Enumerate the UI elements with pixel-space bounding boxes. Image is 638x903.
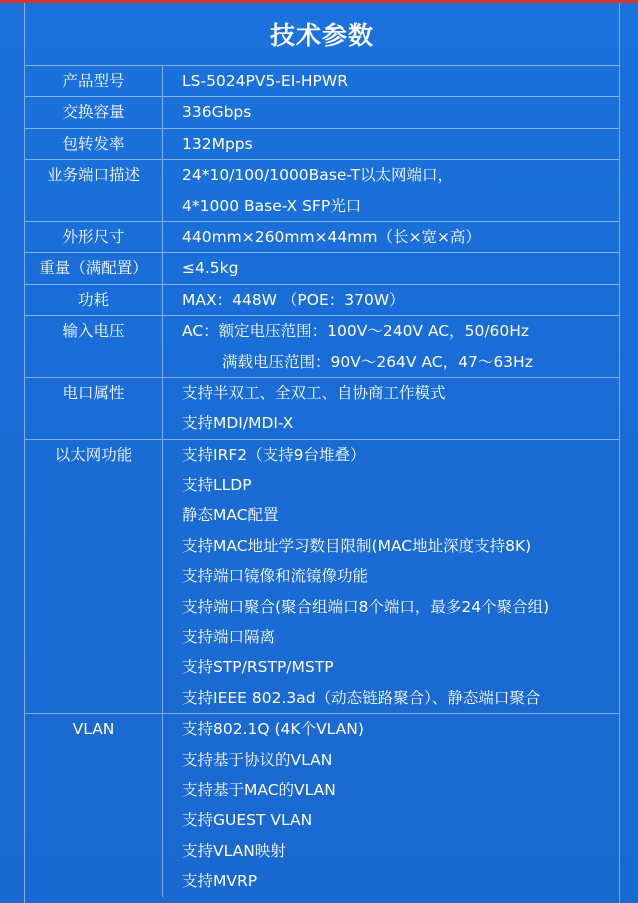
row-value-line: 支持半双工、全双工、自协商工作模式 xyxy=(182,383,446,402)
spec-row-weight xyxy=(25,253,619,284)
row-values xyxy=(163,285,619,315)
row-value-line: 支持LLDP xyxy=(182,476,252,495)
page-title: 技术参数 xyxy=(25,3,619,66)
row-label: 电口属性 xyxy=(25,378,163,439)
row-values xyxy=(163,253,619,283)
row-value-line: ≤4.5kg xyxy=(182,259,239,278)
row-value-line: 支持端口隔离 xyxy=(182,628,276,647)
spec-table xyxy=(24,3,620,903)
row-label: 以太网功能 xyxy=(25,440,163,714)
row-value-line: 支持MDI/MDI-X xyxy=(182,414,294,433)
row-value-line: 支持STP/RSTP/MSTP xyxy=(182,658,334,677)
row-values xyxy=(163,97,619,127)
row-value-line: 440mm×260mm×44mm（长×宽×高） xyxy=(182,227,481,246)
row-value-line: AC：额定电压范围：100V～240V AC，50/60Hz xyxy=(182,322,530,341)
row-value-line: 支持IEEE 802.3ad（动态链路聚合）、静态端口聚合 xyxy=(182,688,541,707)
row-values xyxy=(163,160,619,221)
row-value-line: 132Mpps xyxy=(182,134,253,153)
row-value-line: 满载电压范围：90V～264V AC，47～63Hz xyxy=(222,352,533,371)
row-label: 产品型号 xyxy=(25,66,163,96)
row-value-line: 支持802.1Q (4K个VLAN) xyxy=(182,720,364,739)
row-value-line: 支持MVRP xyxy=(182,872,258,891)
row-value-line: 支持基于MAC的VLAN xyxy=(182,780,336,799)
row-value-line: 4*1000 Base-X SFP光口 xyxy=(182,196,362,215)
row-value-line: 支持MAC地址学习数目限制(MAC地址深度支持8K) xyxy=(182,536,532,555)
row-label: 业务端口描述 xyxy=(25,160,163,221)
row-value-line: 静态MAC配置 xyxy=(182,506,279,525)
row-value-line: 支持端口聚合(聚合组端口8个端口，最多24个聚合组) xyxy=(182,597,550,616)
row-values xyxy=(163,129,619,159)
row-value-line: MAX：448W （POE：370W） xyxy=(182,290,405,309)
spec-row-dimensions xyxy=(25,222,619,253)
spec-row-switching-capacity xyxy=(25,97,619,128)
row-value-line: 支持IRF2（支持9台堆叠） xyxy=(182,445,366,464)
row-label: 交换容量 xyxy=(25,97,163,127)
spec-row-port-attributes xyxy=(25,378,619,440)
row-value-line: 支持端口镜像和流镜像功能 xyxy=(182,567,369,586)
row-label: 包转发率 xyxy=(25,129,163,159)
spec-row-forwarding-rate xyxy=(25,129,619,160)
row-values xyxy=(163,66,619,96)
row-values xyxy=(163,378,619,439)
spec-row-model xyxy=(25,66,619,97)
row-value-line: 支持基于协议的VLAN xyxy=(182,750,333,769)
spec-row-power xyxy=(25,285,619,316)
row-label: 功耗 xyxy=(25,285,163,315)
row-values xyxy=(163,440,619,714)
spec-row-input-voltage xyxy=(25,316,619,378)
row-label: 输入电压 xyxy=(25,316,163,377)
row-value-line: LS-5024PV5-EI-HPWR xyxy=(182,72,348,90)
row-label: VLAN xyxy=(25,714,163,896)
row-label: 外形尺寸 xyxy=(25,222,163,252)
spec-row-ports xyxy=(25,160,619,222)
row-value-line: 支持VLAN映射 xyxy=(182,841,286,860)
row-value-line: 24*10/100/1000Base-T以太网端口， xyxy=(182,166,454,185)
row-label: 重量（满配置） xyxy=(25,253,163,283)
row-value-line: 支持GUEST VLAN xyxy=(182,811,313,830)
row-values xyxy=(163,316,619,377)
spec-row-ethernet-features xyxy=(25,440,619,715)
row-values xyxy=(163,222,619,252)
row-values xyxy=(163,714,619,896)
row-value-line: 336Gbps xyxy=(182,103,252,122)
spec-row-vlan xyxy=(25,714,619,896)
